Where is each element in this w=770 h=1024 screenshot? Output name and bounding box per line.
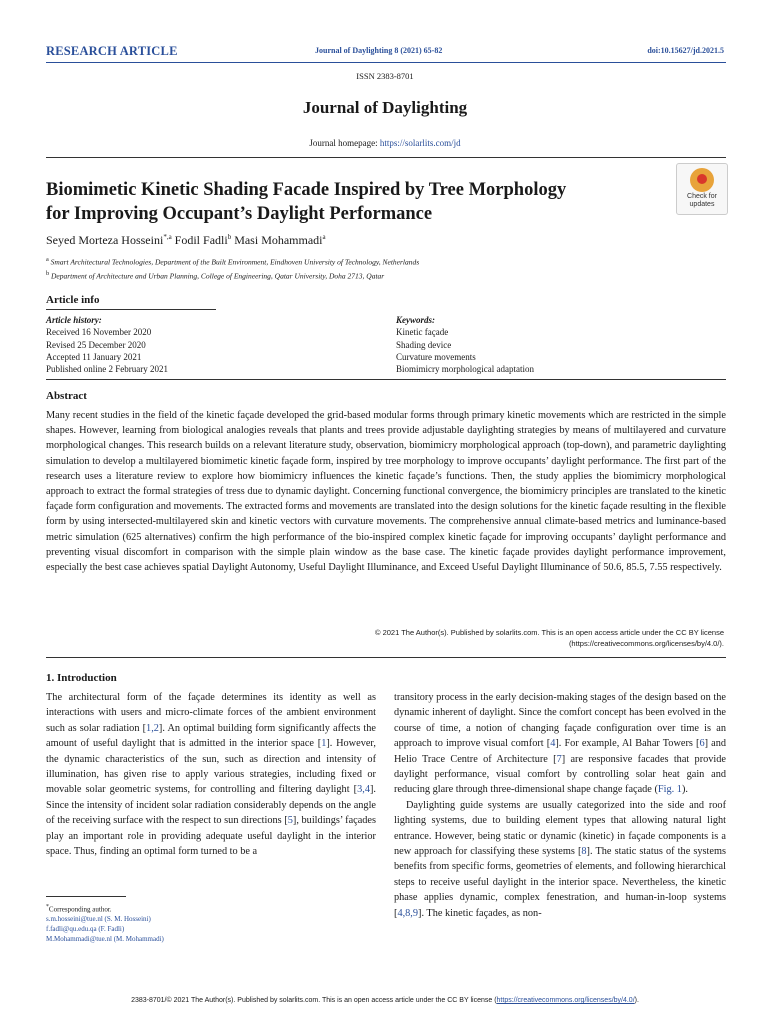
citation-link[interactable]: 4 [550, 738, 556, 750]
title-line-1: Biomimetic Kinetic Shading Facade Inspired by Tree Morphology [46, 180, 567, 200]
intro-left-column [46, 690, 376, 859]
author-email[interactable]: s.m.hosseini@tue.nl (S. M. Hosseini) [46, 915, 151, 924]
text-run: ). [681, 784, 688, 796]
author-email[interactable]: M.Mohammadi@tue.nl (M. Mohammadi) [46, 935, 164, 944]
affiliation-marker: b [46, 270, 50, 277]
license-line-2: (https://creativecommons.org/licenses/by/4.0/). [568, 639, 724, 648]
keyword-item: Curvature movements [396, 351, 476, 362]
affiliation-text: Department of Architecture and Urban Planning, College of Engineering, Qatar University, Doha 2713, Qatar [51, 271, 385, 281]
citation-link[interactable]: 1 [321, 738, 327, 750]
license-statement [304, 627, 724, 649]
affiliation [46, 270, 384, 281]
text-run: ]. Since the intensity of incident solar radiation considerably depends on the angle of the receiving surface with the respect to sun directions [ [46, 784, 376, 827]
article-history [46, 314, 168, 375]
citation-link[interactable]: 7 [556, 753, 562, 765]
citation-link[interactable]: 1,2 [146, 722, 159, 734]
text-run: ]. For example, Al Bahar Towers [ [555, 738, 700, 750]
text-run: The architectural form of the façade determines its identity as well as interactions with users and micro-climate forces of the ambient environment such as solar radiation [ [46, 692, 376, 734]
corresponding-author-note [46, 902, 164, 914]
keyword-item: Kinetic façade [396, 327, 449, 338]
keywords-heading: Keywords: [396, 315, 435, 325]
article-type-label: RESEARCH ARTICLE [46, 44, 178, 58]
article-title [46, 178, 646, 226]
author-name: Masi Mohammadi [234, 233, 323, 247]
author-email[interactable]: f.fadli@qu.edu.qa (F. Fadli) [46, 925, 125, 934]
abstract-text: Many recent studies in the field of the kinetic façade developed the grid-based modular forms through primary kinetic movements which are restricted in the simple shapes. However, learning from biological analogies reveals that plants and trees provide adjustable daylighting strategies by means of multilayered and curvature morphological changes. This research builds on a relevant literature study, observation, biomimicry morphological approach (top-down), and parametric daylighting simulation to develop a multilayered biomimetic kinetic façade form, inspired by tree morphology to improve occupants’ daylight performance. The first part of the research uses a literature review to explore how biomimicry influences the kinetic façade’s functions. Then, the study applies the biomimicry morphological approach to extract the formal strategies of tress due to dynamic daylight. Concerning functional convergence, the biomimicry principles are translated to the kinetic façade form configuration and movements. The extracted forms and movements are translated into the design solutions for the kinetic façade resulting in the flexible form by using intersected-multilayered skin and kinetic vectors with curvature movements. The comprehensive annual climate-based metrics and luminance-based metric simulation (625 alternatives) confirm the high performance of the bio-inspired complex kinetic façade for improving occupants’ daylight performance and preventing visual discomfort in comparison with the simple plain window as the base case. The kinetic façade provides daylight performance improvement, especially the best case achieves spatial Daylight Autonomy, Useful Daylight Illuminance, and Exceed Useful Daylight Illuminance of 50.6, 85.5, 7.55 respectively. [46, 410, 726, 574]
affiliation [46, 256, 419, 267]
intro-right-column [394, 690, 726, 921]
license-link[interactable]: https://creativecommons.org/licenses/by/4.0/ [496, 997, 635, 1004]
header-rule [46, 62, 726, 63]
citation-link[interactable]: 5 [287, 815, 293, 827]
text-run: ], buildings’ façades play an important role in providing adequate useful daylight in the interior space. Thus, finding an optimal form turned to be a [46, 815, 377, 858]
journal-name: Journal of Daylighting [302, 98, 468, 117]
masthead-rule [46, 157, 726, 158]
abstract-heading: Abstract [46, 390, 87, 402]
check-updates-icon [690, 168, 714, 192]
journal-citation: Journal of Daylighting 8 (2021) 65-82 [315, 46, 443, 55]
check-updates-label-1: Check for [687, 193, 717, 200]
footer-text: 2383-8701/© 2021 The Author(s). Published by solarlits.com. This is an open access article under the CC BY license ( [131, 997, 497, 1004]
text-run: ]. The static status of the systems benefits from specific forms, geometries of elements, and following hierarchical steps to receive useful daylight in the interior space. Nevertheless, the kinetic phase applies dynamic, complex fenestration, and human-in-loop systems [ [394, 846, 726, 919]
footer-text: ). [634, 997, 639, 1004]
history-item: Received 16 November 2020 [46, 327, 152, 338]
journal-homepage [0, 138, 770, 148]
article-info-rule [46, 309, 216, 310]
citation-link[interactable]: 8 [581, 846, 587, 858]
paragraph [394, 690, 726, 798]
citation-link[interactable]: 3,4 [357, 784, 370, 796]
author-list [46, 233, 326, 248]
author-name: Fodil Fadli [174, 233, 228, 247]
affiliation-marker: a [46, 256, 49, 263]
paragraph [394, 798, 726, 921]
asterisk-marker: * [46, 904, 49, 910]
keywords [396, 314, 534, 375]
keyword-item: Shading device [396, 339, 452, 350]
check-for-updates-button[interactable] [676, 163, 728, 215]
author-marker: *,a [163, 233, 172, 241]
author-marker: b [227, 233, 232, 241]
homepage-link[interactable]: https://solarlits.com/jd [379, 138, 461, 148]
introduction-heading: 1. Introduction [46, 672, 117, 684]
figure-link[interactable]: Fig. 1 [657, 784, 682, 796]
abstract-bottom-rule [46, 657, 726, 658]
homepage-label: Journal homepage: [309, 138, 380, 148]
article-info-heading: Article info [46, 294, 100, 306]
text-run: ] and Helio Trace Centre of Architecture [ [394, 738, 726, 765]
text-run: ]. An optimal building form significantly affects the amount of useful daylight that is admitted in the interior space [ [46, 722, 376, 750]
article-info-bottom-rule [46, 379, 726, 380]
citation-link[interactable]: 6 [699, 738, 705, 750]
text-run: ] are responsive facades that provide daylight performance, visual comfort by controlling solar heat gain and reducing glare through three-dimensional shape change façade ( [394, 753, 727, 796]
history-item: Revised 25 December 2020 [46, 339, 146, 350]
footnote-rule [46, 896, 126, 897]
check-updates-label-2: updates [689, 200, 715, 208]
text-run: Daylighting guide systems are usually categorized into the side and roof lighting systems, due to building element types that allowing natural light entrance. However, being static or dynamic (kinetic) in façade components is a new approach for classifying these systems [ [394, 799, 726, 858]
history-item: Accepted 11 January 2021 [46, 351, 142, 362]
text-run: transitory process in the early decision-making stages of the design based on the dynamic inherent of daylight. Since the comfort concept has been evolved in the course of time, a notion of changing façade configuration over time is an approach to improve visual comfort [ [394, 692, 726, 750]
page-footer [0, 997, 770, 1004]
history-item: Published online 2 February 2021 [46, 364, 168, 375]
issn: ISSN 2383-8701 [356, 71, 414, 81]
keyword-item: Biomimicry morphological adaptation [396, 364, 534, 375]
footnote [46, 902, 164, 944]
author-name: Seyed Morteza Hosseini [46, 233, 164, 247]
citation-link[interactable]: 4,8,9 [397, 907, 419, 919]
license-line-1: © 2021 The Author(s). Published by solarlits.com. This is an open access article under the CC BY license [374, 628, 724, 637]
corresponding-label: Corresponding author. [48, 905, 112, 914]
text-run: ]. However, the dynamic characteristics of the sun, such as direction and intensity of illumination, has given rise to apply various strategies, including fixed or movable solar geometric systems, for controlling and filtering daylight [ [46, 738, 376, 796]
doi-link[interactable]: doi:10.15627/jd.2021.5 [647, 46, 724, 55]
title-line-2: for Improving Occupant’s Daylight Performance [46, 204, 433, 224]
affiliation-text: Smart Architectural Technologies, Department of the Built Environment, Eindhoven University of Technology, Netherlands [50, 257, 420, 267]
article-history-heading: Article history: [46, 315, 102, 325]
author-marker: a [322, 233, 326, 241]
text-run: ]. The kinetic façades, as non- [418, 907, 542, 919]
